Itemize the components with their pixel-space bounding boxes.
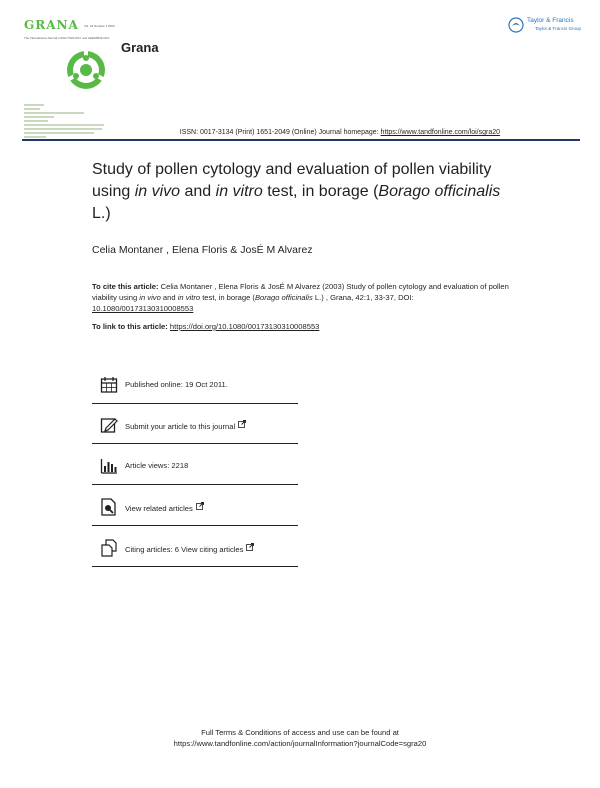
citation-part: L.) , Grana, 42:1, 33-37, DOI: [312,293,414,302]
citing-articles-text: Citing articles: 6 View citing articles [125,545,244,554]
published-online-text: Published online: 19 Oct 2011. [125,380,228,389]
doi-link[interactable]: 10.1080/00173130310008553 [92,304,194,313]
title-part: test, in borage ( [262,183,379,200]
related-articles-text: View related articles [125,504,193,513]
citation-label: To cite this article: [92,282,161,291]
cover-title: GRANA [24,18,79,32]
footer-terms-link[interactable]: https://www.tandfonline.com/action/journalInformation?journalCode=sgra20 [173,739,427,748]
issn-line [180,129,500,136]
external-link-icon [196,502,204,510]
link-label: To link to this article: [92,322,170,331]
title-part: L.) [92,205,111,222]
citation-part: Borago officinalis [254,293,313,302]
divider [92,525,298,526]
submit-pencil-icon [100,416,118,434]
publisher-logo[interactable] [508,14,588,36]
info-item-published [92,364,298,404]
citation-part: test, in borage ( [200,293,255,302]
publisher-logo-icon [508,17,524,33]
citation-part: Celia Montaner , Elena Floris & JosÉ M Alvarez (2003) Study of pollen cytology and evaluation of pollen viability using [92,282,509,302]
citation-part: and [160,293,178,302]
journal-cover-thumbnail [22,16,115,134]
title-part: in vitro [215,183,263,200]
external-link-icon [246,543,254,551]
search-document-icon [100,498,118,516]
title-part: Borago officinalis [378,183,501,200]
related-articles-link[interactable] [125,502,204,513]
citation-block [92,281,512,314]
journal-name: Grana [121,40,159,55]
divider [92,566,298,567]
citation-part: in vivo [139,293,161,302]
calendar-icon [100,376,118,394]
submit-article-link[interactable] [125,420,246,431]
info-item-citing[interactable] [92,527,298,567]
title-part: Study of pollen cytology and evaluation of pollen viability using [92,161,492,200]
divider [92,484,298,485]
info-item-submit[interactable] [92,404,298,444]
title-part: in vivo [134,183,181,200]
citing-documents-icon [100,539,118,557]
article-title [92,159,522,225]
citing-articles-link[interactable] [125,543,254,554]
cover-volume: Vol. 42 Number 1 2003 [84,24,115,28]
header-rule [22,139,580,141]
journal-homepage-link[interactable]: https://www.tandfonline.com/loi/sgra20 [380,129,500,136]
issn-label: ISSN: 0017-3134 (Print) 1651-2049 (Online) Journal homepage: [179,129,381,136]
authors: Celia Montaner , Elena Floris & JosÉ M Alvarez [92,244,313,256]
title-part: and [180,183,216,200]
footer-terms-text: Full Terms & Conditions of access and use can be found at [201,728,399,737]
footer [0,727,600,749]
info-item-views [92,445,298,485]
cover-subtitle: The International Journal of PALYNOLOGY and AEROBIOLOGY [24,36,110,40]
cover-text-lines [24,104,104,140]
bar-chart-icon [100,457,118,475]
publisher-name: Taylor & Francis [527,17,574,24]
grana-logo-icon [65,49,107,91]
info-item-related[interactable] [92,486,298,526]
submit-article-text: Submit your article to this journal [125,422,236,431]
article-views-text: Article views: 2218 [125,461,189,470]
divider [92,443,298,444]
external-link-icon [238,420,246,428]
link-to-article [92,322,319,331]
publisher-tagline: Taylor & Francis Group [535,26,582,31]
article-doi-url[interactable]: https://doi.org/10.1080/00173130310008553 [169,322,320,331]
citation-part: in vitro [177,293,201,302]
